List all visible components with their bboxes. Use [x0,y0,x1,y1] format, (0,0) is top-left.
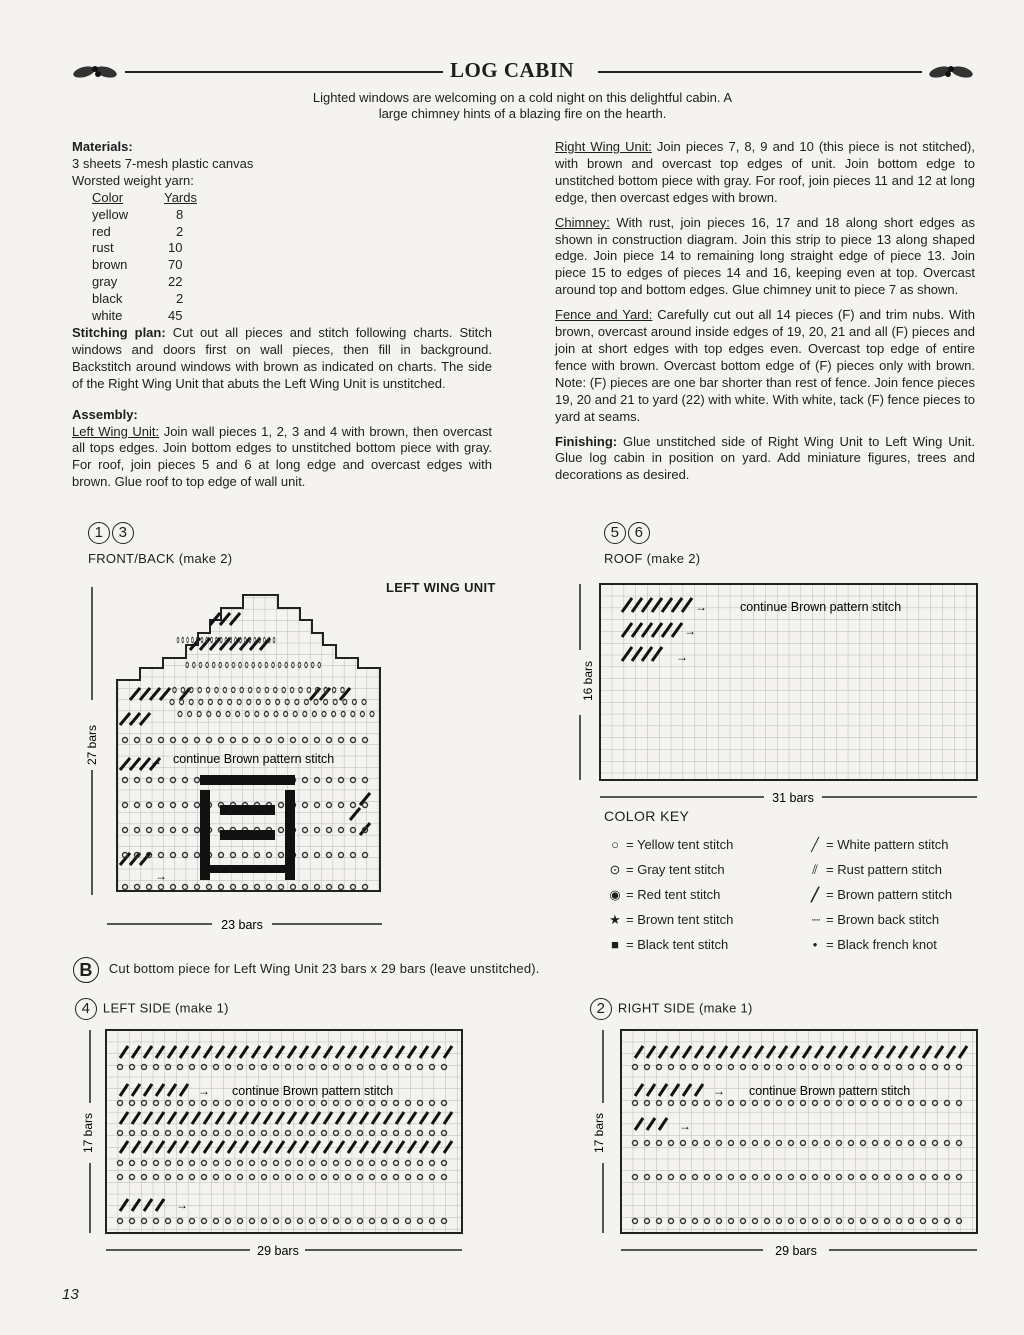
yarn-yards: 70 [168,257,183,273]
piece-number: 6 [628,522,650,544]
right-wing-label: Right Wing Unit: [555,139,652,154]
finishing-heading: Finishing: [555,433,618,449]
arrow-icon: → [684,624,696,638]
left-side-note: continue Brown pattern stitch [232,1084,394,1098]
color-key [604,808,984,957]
star-icon: ★ [609,911,621,927]
left-side-height-label: 17 bars [81,1112,95,1154]
fence-label: Fence and Yard: [555,307,653,323]
yarn-col-header: Yards [164,189,197,205]
yarn-color: brown [92,257,128,273]
key-item: ⊙ = Gray tent stitch [604,857,804,882]
roof-caption: ROOF (make 2) [604,551,701,566]
front-back-note: continue Brown pattern stitch [173,752,335,766]
yarn-yards: 2 [176,223,184,239]
front-back-caption: FRONT/BACK (make 2) [88,551,233,566]
key-item: ★ = Brown tent stitch [604,907,804,932]
assembly-heading: Assembly: [72,406,138,422]
left-side-width-label: 29 bars [257,1244,299,1258]
materials-line: Worsted weight yarn: [72,172,194,188]
key-item: ╱ = White pattern stitch [804,832,984,857]
piece-number: 5 [604,522,626,544]
intro-text: Lighted windows are welcoming on a cold night on this delightful cabin. A large chimney hints of a blazing fire on the hearth. [312,90,733,121]
chimney-text: With rust, join pieces 16, 17 and 18 along short edges as shown in construction diagram. Join this strip to piece 13 along shaped edge. Join piece 14 to remaining long straight edge of piece 13. Join piece 15 to edges of pieces 14 and 16, keeping even at top. Overcast around top and bottom edges. Glue chimney unit to piece 7 as shown. [555,214,975,298]
yarn-color: gray [92,274,118,290]
roof-chart [570,575,990,810]
right-side-width-label: 29 bars [775,1244,817,1258]
arrow-icon: → [679,1119,691,1133]
piece-letter: B [73,957,99,983]
arrow-icon: → [676,650,688,664]
bottom-piece-note [73,957,540,983]
right-side-outline [621,1030,977,1233]
right-side-chart [585,1025,985,1265]
arrow-icon: → [155,869,167,883]
right-side-note: continue Brown pattern stitch [749,1084,911,1098]
left-side-outline [106,1030,462,1233]
yarn-color: black [92,291,123,307]
chimney-label: Chimney: [555,214,610,230]
left-side-caption: LEFT SIDE (make 1) [102,1000,229,1016]
right-wing-text: Join pieces 7, 8, 9 and 10 (this piece is not stitched), with brown and overcast top edges of unit. Join bottom edge to unstitched bottom piece with gray. For roof, join pieces 11 and 12 at long edge, then overcast edges with brown. [555,139,976,205]
left-wing-section-label: LEFT WING UNIT [386,580,496,595]
brown-pattern-icon: ╱ [811,886,819,902]
yarn-table [92,190,492,325]
left-side-chart [80,1025,480,1265]
front-back-chart [80,575,400,940]
left-side-caption-row [75,998,229,1020]
yarn-yards: 8 [176,206,184,222]
materials-line: 3 sheets 7-mesh plastic canvas [72,155,254,171]
right-column [555,139,975,492]
fence-text: Carefully cut out all 14 pieces (F) and trim nubs. With brown, overcast around inside edges of 19, 20, 21 and all (F) pieces and join at short edges with top edges even. Overcast top edge of entire fence with brown. Overcast bottom edge of (F) pieces only with brown. Note: (F) pieces are one bar shorter than rest of fence. Join fence pieces 19, 20 and 21 to yard (22) with white. With white, tack (F) fence pieces to yard at seams. [555,307,975,424]
key-item: ⫽ = Rust pattern stitch [804,857,984,882]
yarn-yards: 2 [176,291,184,307]
stitching-heading: Stitching plan: [72,324,166,340]
roof-note: continue Brown pattern stitch [740,600,902,614]
bottom-piece-text: Cut bottom piece for Left Wing Unit 23 bars x 29 bars (leave unstitched). [108,961,540,977]
front-back-numbers [88,522,136,544]
arrow-icon: → [695,600,707,614]
yarn-color: rust [92,240,114,256]
right-side-caption: RIGHT SIDE (make 1) [617,1000,753,1016]
front-back-height-label: 27 bars [85,724,99,766]
piece-number: 1 [88,522,110,544]
color-key-heading: COLOR KEY [604,808,690,824]
yarn-yards: 10 [168,240,183,256]
arrow-icon: → [713,1084,725,1098]
key-item: ○ = Yellow tent stitch [604,832,804,857]
yarn-yards: 45 [168,308,183,324]
roof-width-label: 31 bars [772,791,814,805]
rust-pattern-icon: ⫽ [812,861,818,877]
arrow-icon: → [176,1198,188,1212]
title-rule-right [598,71,922,73]
yarn-color: red [92,223,111,239]
key-item: ◉ = Red tent stitch [604,882,804,907]
materials-heading: Materials: [72,139,133,154]
arrow-icon: → [150,754,162,768]
left-wing-label: Left Wing Unit: [72,423,160,439]
white-pattern-icon: ╱ [811,836,819,852]
page-number: 13 [62,1286,79,1303]
yarn-color: white [92,308,123,324]
key-item: ╱ = Brown pattern stitch [804,882,984,907]
french-knot-icon: • [812,937,818,952]
key-item: ■ = Black tent stitch [604,932,804,957]
right-side-height-label: 17 bars [592,1112,606,1154]
page-title: LOG CABIN [449,58,575,82]
front-back-width-label: 23 bars [221,918,263,932]
left-column [72,139,492,499]
yarn-color: yellow [92,206,129,222]
gray-stitch-icon: ⊙ [609,861,621,877]
roof-height-label: 16 bars [581,660,595,702]
red-stitch-icon: ◉ [609,886,621,902]
left-wing-text: Join wall pieces 1, 2, 3 and 4 with brown, then overcast all tops edges. Join bottom edges to unstitched bottom piece with gray. For roof, join pieces 5 and 6 at long edge and overcast edges with brown. Glue roof to top edge of wall unit. [72,423,492,490]
piece-number: 2 [590,998,612,1020]
square-icon: ■ [611,937,619,952]
yellow-stitch-icon: ○ [611,837,619,852]
back-stitch-icon: ····· [810,913,820,926]
holly-ornament-icon [922,61,976,83]
piece-number: 4 [75,998,97,1020]
right-side-caption-row [590,998,753,1020]
yarn-yards: 22 [168,274,183,290]
arrow-icon: → [198,1084,210,1098]
key-item: • = Black french knot [804,932,984,957]
yarn-col-header: Color [92,189,124,205]
piece-number: 3 [112,522,134,544]
finishing-text: Glue unstitched side of Right Wing Unit to Left Wing Unit. Glue log cabin in position on yard. Add miniature figures, trees and decorations as desired. [555,433,975,483]
roof-numbers [604,522,652,544]
key-item: ····· = Brown back stitch [804,907,984,932]
stitching-text: Cut out all pieces and stitch following charts. Stitch windows and doors first on wall pieces, then fill in background. Backstitch around windows with brown as indicated on charts. The side of the Right Wing Unit that abuts the Left Wing Unit is unstitched. [72,324,492,391]
